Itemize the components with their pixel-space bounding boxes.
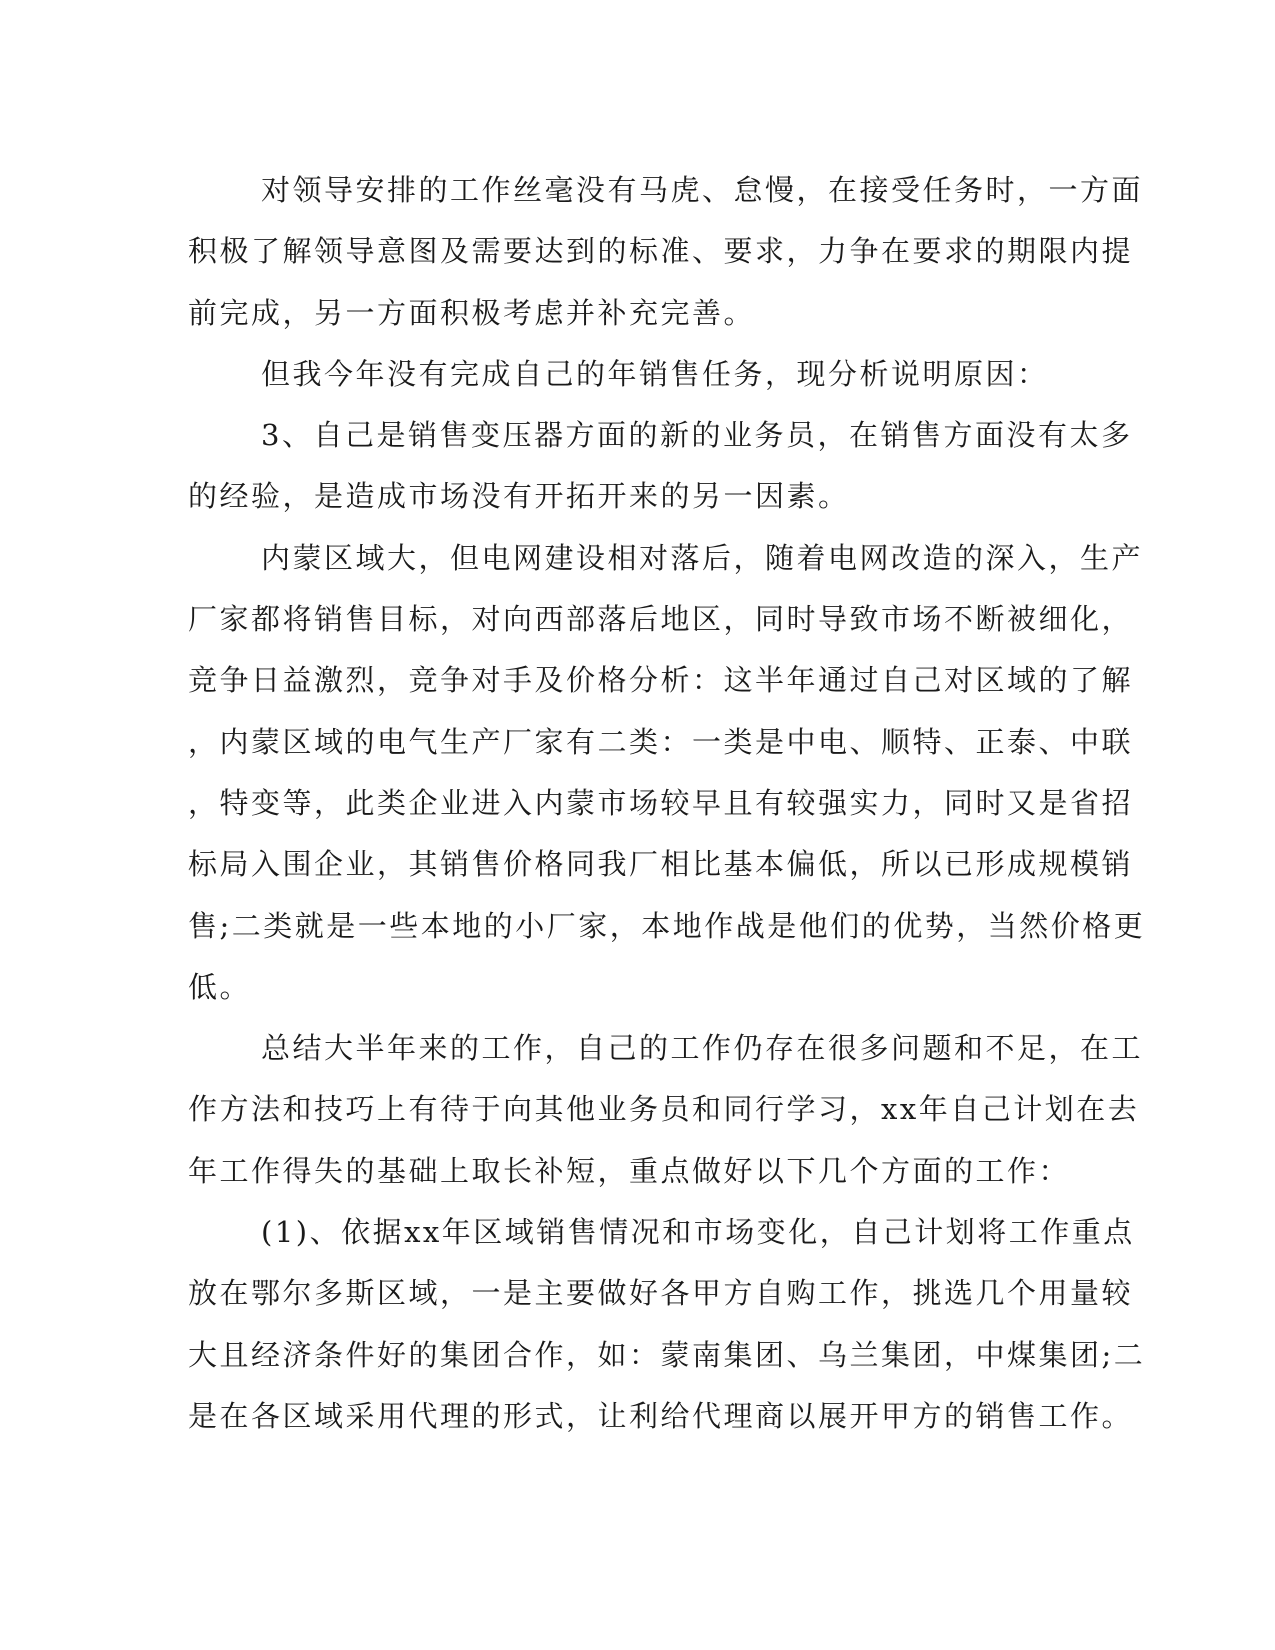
- paragraph: [188, 160, 1144, 344]
- text-line: ，内蒙区域的电气生产厂家有二类：一类是中电、顺特、正泰、中联: [188, 724, 1134, 759]
- text-line: 低。: [188, 969, 252, 1004]
- text-line: 标局入围企业，其销售价格同我厂相比基本偏低，所以已形成规模销: [188, 847, 1134, 882]
- text-line: 3、自己是销售变压器方面的新的业务员，在销售方面没有太多: [261, 418, 1133, 453]
- paragraph: [188, 528, 1146, 1018]
- paragraph: [188, 1018, 1144, 1202]
- text-line: ，特变等，此类企业进入内蒙市场较早且有较强实力，同时又是省招: [188, 785, 1134, 820]
- text-line: 对领导安排的工作丝毫没有马虎、怠慢，在接受任务时，一方面: [261, 173, 1144, 207]
- text-line: 前完成，另一方面积极考虑并补充完善。: [188, 295, 756, 330]
- text-line: 作方法和技巧上有待于向其他业务员和同行学习，xx年自己计划在去: [188, 1092, 1140, 1127]
- text-line: (1)、依据xx年区域销售情况和市场变化，自己计划将工作重点: [261, 1215, 1135, 1250]
- text-line: 积极了解领导意图及需要达到的标准、要求，力争在要求的期限内提: [188, 234, 1134, 269]
- text-line: 年工作得失的基础上取长补短，重点做好以下几个方面的工作：: [188, 1153, 1071, 1188]
- text-line: 厂家都将销售目标，对向西部落后地区，同时导致市场不断被细化，: [188, 602, 1134, 637]
- text-line: 内蒙区域大，但电网建设相对落后，随着电网改造的深入，生产: [261, 540, 1144, 575]
- text-line: 是在各区域采用代理的形式，让利给代理商以展开甲方的销售工作。: [188, 1398, 1134, 1433]
- text-line: 售;二类就是一些本地的小厂家，本地作战是他们的优势，当然价格更: [188, 908, 1146, 943]
- text-line: 竞争日益激烈，竞争对手及价格分析：这半年通过自己对区域的了解: [188, 663, 1134, 698]
- paragraph: [188, 1202, 1146, 1447]
- text-line: 但我今年没有完成自己的年销售任务，现分析说明原因：: [261, 356, 1049, 391]
- text-line: 放在鄂尔多斯区域，一是主要做好各甲方自购工作，挑选几个用量较: [188, 1276, 1134, 1311]
- text-line: 大且经济条件好的集团合作，如：蒙南集团、乌兰集团，中煤集团;二: [188, 1337, 1146, 1372]
- text-line: 的经验，是造成市场没有开拓开来的另一因素。: [188, 479, 850, 514]
- paragraph: [188, 405, 1133, 528]
- document-body: [188, 160, 1146, 1447]
- paragraph: [188, 344, 1078, 405]
- text-line: 总结大半年来的工作，自己的工作仍存在很多问题和不足，在工: [261, 1031, 1144, 1066]
